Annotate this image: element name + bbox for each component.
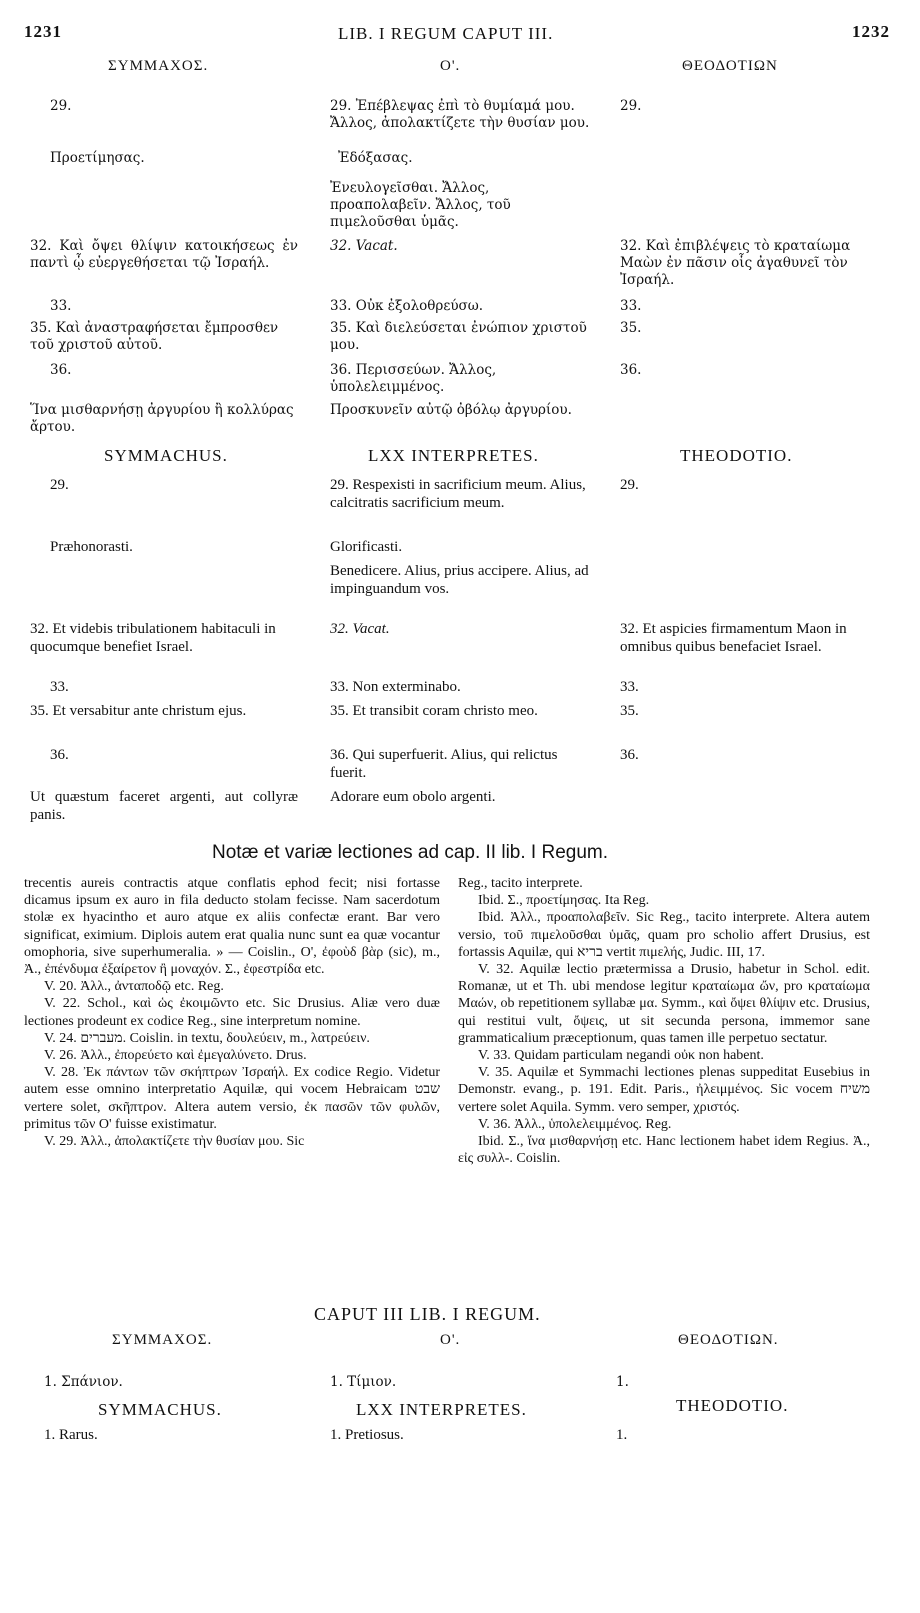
running-title: LIB. I REGUM CAPUT III. <box>338 24 554 43</box>
latin-head-theodotio: THEODOTIO. <box>680 446 793 465</box>
latin-o-adorare: Adorare eum obolo argenti. <box>330 789 496 805</box>
latin-t-29: 29. <box>620 477 639 493</box>
latin-o-36: 36. Qui superfuerit. Alius, qui relictus fuerit. <box>330 747 558 781</box>
note-paragraph: Reg., tacito interprete. <box>458 876 583 891</box>
greek-s-praehon: Προετίμησας. <box>50 150 145 166</box>
latin-t-33: 33. <box>620 679 639 695</box>
latin-s-ut: Ut quæstum faceret argenti, aut collyræ panis. <box>30 789 298 823</box>
note-paragraph: V. 36. Ἀλλ., ὑπολελειμμένος. Reg. <box>478 1116 672 1132</box>
note-paragraph: V. 33. Quidam particulam negandi οὐκ non habent. <box>478 1048 764 1064</box>
latin-o-33: 33. Non exterminabo. <box>330 679 461 695</box>
latin-s-36: 36. <box>50 747 69 763</box>
note-paragraph: V. 29. Ἀλλ., ἀπολακτίζετε τὴν θυσίαν μου. Sic <box>44 1134 305 1150</box>
caput-latin-o-1: 1. Pretiosus. <box>330 1427 404 1443</box>
note-paragraph: V. 35. Aquilæ et Symmachi lectiones plenas suppeditat Eusebius in Demonstr. evang., p. 191. Edit. Paris., ἠλειμμένος. Sic vocem משיח vertere solet Aquila. Symm. vero semper, χριστός. <box>458 1065 870 1115</box>
note-paragraph: V. 24. מעברים. Coislin. in textu, δουλεύειν, m., λατρεύειν. <box>44 1030 370 1046</box>
greek-o-eneulogeisthai: Ἐνευλογεῖσθαι. Ἄλλος, προαπολαβεῖν. Ἄλλος, τοῦ πιμελοῦσθαι ὑμᾶς. <box>330 180 511 230</box>
latin-s-35: 35. Et versabitur ante christum ejus. <box>30 703 247 719</box>
greek-s-32: 32. Καὶ ὄψει θλίψιν κατοικήσεως ἐν παντὶ ᾧ εὐεργεθήσεται τῷ Ἰσραήλ. <box>30 238 298 271</box>
greek-o-35: 35. Καὶ διελεύσεται ἐνώπιον χριστοῦ μου. <box>330 320 587 353</box>
page-number-left: 1231 <box>24 22 62 41</box>
greek-t-33: 33. <box>620 298 642 314</box>
greek-s-29: 29. <box>50 98 72 114</box>
greek-o-32: 32. Vacat. <box>330 238 398 254</box>
latin-s-32: 32. Et videbis tribulationem habitaculi in quocumque benefiet Israel. <box>30 621 276 655</box>
latin-t-35: 35. <box>620 703 639 719</box>
greek-s-ina: Ἵνα μισθαρνήσῃ ἀργυρίου ἢ κολλύρας ἄρτου. <box>30 402 294 435</box>
greek-t-35: 35. <box>620 320 642 336</box>
caput-latin-t-1: 1. <box>616 1427 628 1443</box>
caput-latin-head-theodotio: THEODOTIO. <box>676 1396 789 1415</box>
greek-o-proskynein: Προσκυνεῖν αὐτῷ ὀβόλῳ ἀργυρίου. <box>330 402 572 418</box>
greek-head-theodotio: ΘΕΟΔΟΤΙΩΝ <box>682 58 778 74</box>
greek-o-36: 36. Περισσεύων. Ἄλλος, ὑπολελειμμένος. <box>330 362 497 395</box>
caput-latin-head-lxx: LXX INTERPRETES. <box>356 1400 527 1419</box>
note-paragraph: Ibid. Σ., ἵνα μισθαρνήσῃ etc. Hanc lectionem habet idem Regius. Ἀ., εἰς συλλ-. Coislin. <box>458 1134 870 1167</box>
notes-title: Notæ et variæ lectiones ad cap. II lib. I Regum. <box>212 842 609 863</box>
note-paragraph: V. 20. Ἀλλ., ἀνταποδῷ etc. Reg. <box>44 979 224 995</box>
latin-s-33: 33. <box>50 679 69 695</box>
notes-left-column <box>24 875 440 1150</box>
greek-s-36: 36. <box>50 362 72 378</box>
latin-t-32: 32. Et aspicies firmamentum Maon in omnibus quibus benefaciet Israel. <box>620 621 847 655</box>
note-paragraph: V. 26. Ἀλλ., ἐπορεύετο καὶ ἐμεγαλύνετο. Drus. <box>44 1048 307 1064</box>
latin-head-symmachus: SYMMACHUS. <box>104 446 228 465</box>
greek-t-29: 29. <box>620 98 642 114</box>
note-paragraph: Ibid. Ἀλλ., προαπολαβεῖν. Sic Reg., tacito interprete. Altera autem versio, τοῦ πιμελοῦσθαι ὑμᾶς, quam pro scholio affert Drusius, est fortassis Aquilæ, qui בריא vertit πιμελής, Judic. III, 17. <box>458 910 870 960</box>
caput-latin-s-1: 1. Rarus. <box>44 1427 98 1443</box>
caput-latin-head-symmachus: SYMMACHUS. <box>98 1400 222 1419</box>
greek-t-36: 36. <box>620 362 642 378</box>
greek-o-29: 29. Ἐπέβλεψας ἐπὶ τὸ θυμίαμά μου. Ἄλλος, ἀπολακτίζετε τὴν θυσίαν μου. <box>330 98 590 131</box>
note-paragraph: V. 22. Schol., καὶ ὡς ἐκοιμῶντο etc. Sic Drusius. Aliæ vero duæ lectiones prodeunt ex codice Reg., sine interpretum nomine. <box>24 996 440 1029</box>
greek-s-35: 35. Καὶ ἀναστραφήσεται ἔμπροσθεν τοῦ χριστοῦ αὐτοῦ. <box>30 320 279 353</box>
greek-head-symmachus: ΣΥΜΜΑΧΟΣ. <box>108 58 209 74</box>
note-paragraph: trecentis aureis contractis atque conflatis ephod fecit; nisi fortasse dicamus ipsum ex auro in fila deducto stolam fecisse. Nam sacerdotum stolæ ex hyacintho et auro atque ex aliis confectæ erant. Bar vero significat, eximium. Diplois autem erat qualia nunc sunt ea quæ vocantur omophoria, sive superhumeralia. » — Coislin., Ο', ἐφοὺδ βὰρ (sic), m., Ἀ., ἐπένδυμα ἐξαίρετον ἢ μοναχόν. Σ., ἐφεστρίδα etc. <box>24 876 440 978</box>
latin-t-36: 36. <box>620 747 639 763</box>
greek-o-33: 33. Οὐκ ἐξολοθρεύσω. <box>330 298 484 314</box>
latin-o-benedicere: Benedicere. Alius, prius accipere. Alius, ad impinguandum vos. <box>330 563 589 597</box>
latin-s-29: 29. <box>50 477 69 493</box>
page-number-right: 1232 <box>852 22 890 41</box>
caput-greek-t-1: 1. <box>616 1374 629 1390</box>
caput-greek-head-theodotio: ΘΕΟΔΟΤΙΩΝ. <box>678 1332 779 1348</box>
greek-s-33: 33. <box>50 298 72 314</box>
latin-o-35: 35. Et transibit coram christo meo. <box>330 703 538 719</box>
notes-right-column <box>458 875 870 1167</box>
latin-o-29: 29. Respexisti in sacrificium meum. Alius, calcitratis sacrificium meum. <box>330 477 586 511</box>
note-paragraph: Ibid. Σ., προετίμησας. Ita Reg. <box>478 893 650 909</box>
caput-greek-s-1: 1. Σπάνιον. <box>44 1374 123 1390</box>
greek-t-32: 32. Καὶ ἐπιβλέψεις τὸ κραταίωμα Μαὼν ἐν πᾶσιν οἷς ἀγαθυνεῖ τὸν Ἰσραήλ. <box>620 238 851 288</box>
latin-s-praehonorasti: Præhonorasti. <box>50 539 133 555</box>
greek-head-lxx: Ο'. <box>440 58 461 74</box>
caput-title: CAPUT III LIB. I REGUM. <box>314 1304 541 1324</box>
latin-o-32: 32. Vacat. <box>330 621 390 637</box>
caput-greek-head-symmachus: ΣΥΜΜΑΧΟΣ. <box>112 1332 213 1348</box>
latin-head-lxx: LXX INTERPRETES. <box>368 446 539 465</box>
caput-greek-head-lxx: Ο'. <box>440 1332 461 1348</box>
caput-greek-o-1: 1. Τίμιον. <box>330 1374 397 1390</box>
latin-o-glorificasti: Glorificasti. <box>330 539 403 555</box>
note-paragraph: V. 32. Aquilæ lectio prætermissa a Drusio, habetur in Schol. edit. Romanæ, ut et Th. ubi mendose legitur κραταίωμα ὤν, pro κραταίωμα Μαών, ob repetitionem syllabæ μα. Symm., καὶ ὄψει θλίψιν etc. Drusius, qui restitui vult, ὄψεις, ut sit secunda persona, immemor sane grammaticalium præceptionum, quas tamen ille perpetuo sectatur. <box>458 962 870 1046</box>
greek-o-edoxasas: Ἐδόξασας. <box>338 150 413 166</box>
note-paragraph: V. 28. Ἐκ πάντων τῶν σκήπτρων Ἰσραήλ. Ex codice Regio. Videtur autem esse omnino interpretatio Aquilæ, qui vocem Hebraicam שבט vertere solet, σκῆπτρον. Altera autem versio, ἐκ πασῶν τῶν φυλῶν, primitus τῶν Ο' fuisse existimatur. <box>24 1065 440 1132</box>
